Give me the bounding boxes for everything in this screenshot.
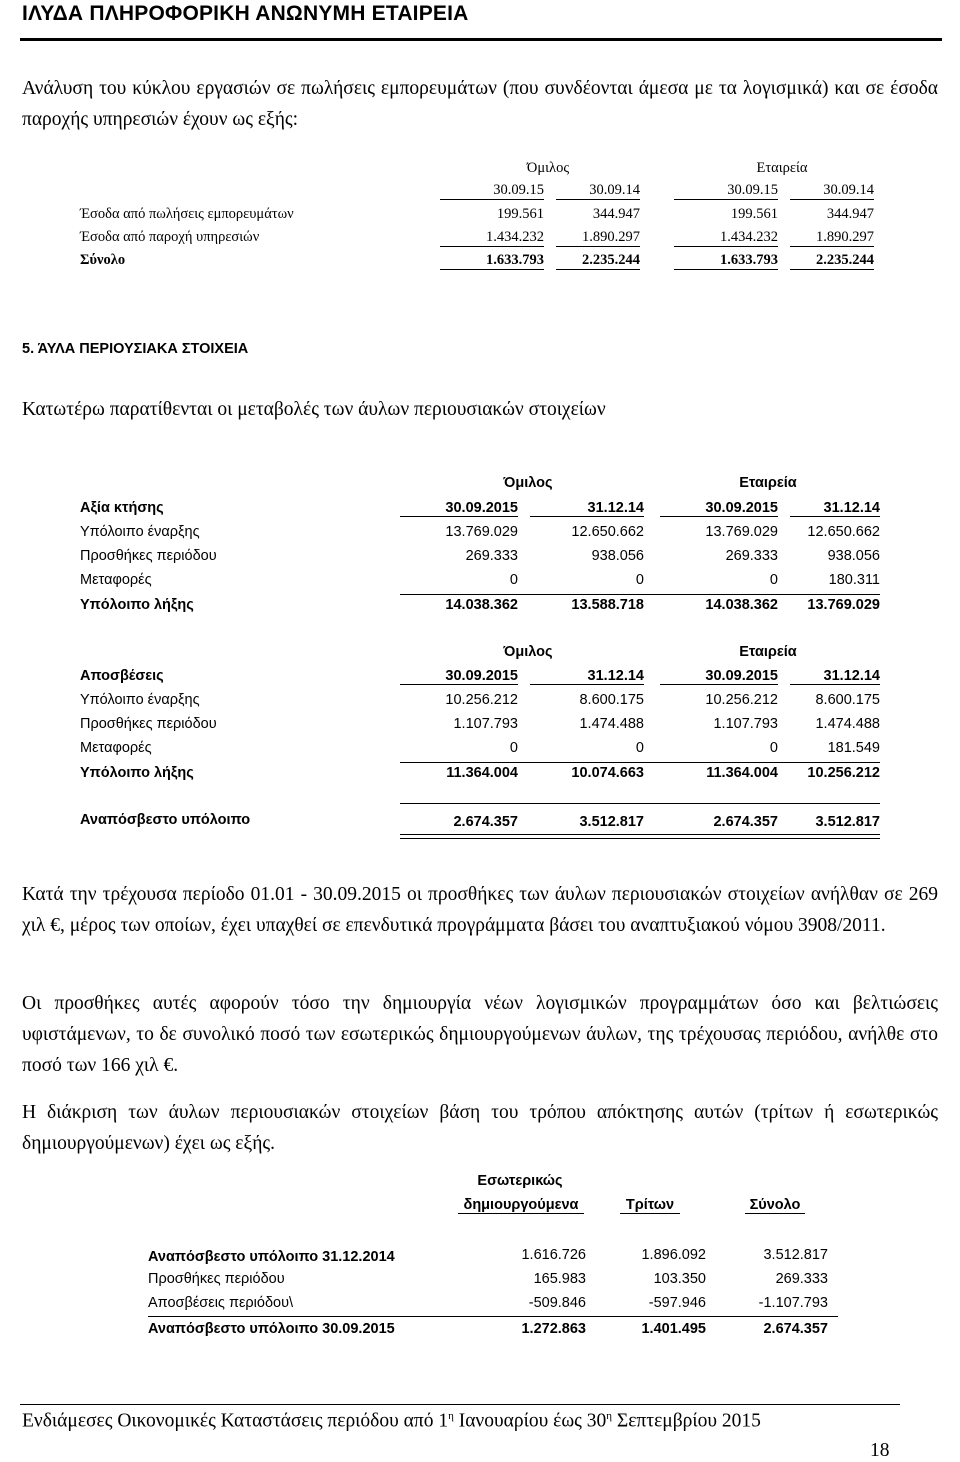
dep-cell: 1.474.488 bbox=[579, 716, 644, 732]
nbv-top-rule bbox=[400, 803, 880, 804]
split-cell: 3.512.817 bbox=[763, 1247, 828, 1263]
acq-row-label: Προσθήκες περιόδου bbox=[80, 548, 217, 564]
split-row-label: Προσθήκες περιόδου bbox=[148, 1271, 285, 1287]
acq-total-cell: 14.038.362 bbox=[705, 597, 778, 613]
footer-rule bbox=[20, 1404, 900, 1405]
split-total-cell: 2.674.357 bbox=[763, 1321, 828, 1337]
acq-cell: 0 bbox=[769, 572, 778, 588]
dep-cell: 8.600.175 bbox=[815, 692, 880, 708]
dep-cell: 181.549 bbox=[827, 740, 880, 756]
split-cell: 103.350 bbox=[653, 1271, 706, 1287]
acq-cell: 938.056 bbox=[591, 548, 644, 564]
dep-cell: 1.107.793 bbox=[713, 716, 778, 732]
nbv-bottom-rule-1 bbox=[400, 834, 880, 835]
split-cell: -1.107.793 bbox=[758, 1295, 828, 1311]
dep-cell: 0 bbox=[509, 740, 518, 756]
acq-cell: 269.333 bbox=[465, 548, 518, 564]
dep-total-cell: 10.074.663 bbox=[571, 765, 644, 781]
split-total-rule bbox=[148, 1316, 838, 1317]
split-cell: 1.896.092 bbox=[641, 1247, 706, 1263]
revenue-date-1: 30.09.15 bbox=[440, 182, 544, 200]
revenue-total-cell: 1.633.793 bbox=[440, 252, 544, 270]
dep-date: 30.09.2015 bbox=[660, 668, 778, 685]
split-row-label: Αναπόσβεστο υπόλοιπο 31.12.2014 bbox=[148, 1249, 395, 1265]
revenue-date-4: 30.09.14 bbox=[790, 182, 874, 200]
acq-row-label: Μεταφορές bbox=[80, 572, 152, 588]
revenue-total-cell: 2.235.244 bbox=[790, 252, 874, 270]
dep-cell: 1.474.488 bbox=[815, 716, 880, 732]
dep-cell: 8.600.175 bbox=[579, 692, 644, 708]
revenue-total-label: Σύνολο bbox=[80, 252, 126, 268]
dep-cell: 1.107.793 bbox=[453, 716, 518, 732]
dep-group-label: Όμιλος bbox=[503, 644, 553, 660]
nbv-cell: 3.512.817 bbox=[579, 814, 644, 830]
split-col1-line1: Εσωτερικώς bbox=[477, 1173, 563, 1189]
acq-cell: 180.311 bbox=[828, 572, 880, 588]
revenue-row-label: Έσοδα από πωλήσεις εμπορευμάτων bbox=[80, 206, 294, 222]
revenue-total-cell: 2.235.244 bbox=[556, 252, 640, 270]
dep-date: 31.12.14 bbox=[530, 668, 644, 685]
acq-cell: 13.769.029 bbox=[445, 524, 518, 540]
split-col1-line2: δημιουργούμενα bbox=[458, 1197, 584, 1214]
acq-row-label: Υπόλοιπο έναρξης bbox=[80, 524, 200, 540]
revenue-total-cell: 1.633.793 bbox=[674, 252, 778, 270]
split-cell: 269.333 bbox=[775, 1271, 828, 1287]
acq-company-label: Εταιρεία bbox=[739, 475, 797, 491]
dep-company-label: Εταιρεία bbox=[739, 644, 797, 660]
revenue-cell: 1.890.297 bbox=[556, 229, 640, 247]
footer-text: Ενδιάμεσες Οικονομικές Καταστάσεις περιόδου από $1^\eta$ Ιανουαρίου έως $30^\eta$ Σεπτεμβρίου 2015 bbox=[22, 1410, 761, 1432]
company-header: ΙΛΥΔΑ ΠΛΗΡΟΦΟΡΙΚΗ ΑΝΩΝΥΜΗ ΕΤΑΙΡΕΙΑ bbox=[22, 2, 469, 25]
nbv-label: Αναπόσβεστο υπόλοιπο bbox=[80, 812, 251, 828]
split-row-label: Αποσβέσεις περιόδου\ bbox=[148, 1295, 294, 1311]
dep-date: 30.09.2015 bbox=[400, 668, 518, 685]
split-total-cell: 1.272.863 bbox=[521, 1321, 586, 1337]
acq-cell: 12.650.662 bbox=[571, 524, 644, 540]
dep-row-label: Υπόλοιπο έναρξης bbox=[80, 692, 200, 708]
split-cell: -509.846 bbox=[528, 1295, 586, 1311]
split-total-cell: 1.401.495 bbox=[641, 1321, 706, 1337]
dep-row-label: Μεταφορές bbox=[80, 740, 152, 756]
dep-row-label: Προσθήκες περιόδου bbox=[80, 716, 217, 732]
dep-total-label: Υπόλοιπο λήξης bbox=[80, 765, 194, 781]
acq-date: 30.09.2015 bbox=[660, 500, 778, 517]
dep-cell: 0 bbox=[635, 740, 644, 756]
acq-total-cell: 14.038.362 bbox=[445, 597, 518, 613]
acq-total-cell: 13.588.718 bbox=[571, 597, 644, 613]
dep-title: Αποσβέσεις bbox=[80, 668, 164, 684]
dep-cell: 0 bbox=[769, 740, 778, 756]
dep-total-cell: 10.256.212 bbox=[807, 765, 880, 781]
dep-cell: 10.256.212 bbox=[705, 692, 778, 708]
dep-total-rule bbox=[400, 762, 880, 763]
section-title: 5. ΆΥΛΑ ΠΕΡΙΟΥΣΙΑΚΑ ΣΤΟΙΧΕΙΑ bbox=[22, 341, 249, 357]
acq-cell: 0 bbox=[635, 572, 644, 588]
split-col2-header: Τρίτων bbox=[620, 1197, 680, 1214]
revenue-date-2: 30.09.14 bbox=[556, 182, 640, 200]
acq-cell: 269.333 bbox=[725, 548, 778, 564]
acq-title: Αξία κτήσης bbox=[80, 500, 164, 516]
acq-cell: 13.769.029 bbox=[705, 524, 778, 540]
dep-date: 31.12.14 bbox=[790, 668, 880, 685]
acq-cell: 938.056 bbox=[827, 548, 880, 564]
nbv-cell: 3.512.817 bbox=[815, 814, 880, 830]
nbv-cell: 2.674.357 bbox=[453, 814, 518, 830]
revenue-cell: 1.434.232 bbox=[674, 229, 778, 247]
dep-total-cell: 11.364.004 bbox=[706, 765, 778, 781]
paragraph-split: Η διάκριση των άυλων περιουσιακών στοιχείων βάση του τρόπου απόκτησης αυτών (τρίτων ή εσωτερικώς δημιουργούμενων) έχει ως εξής. bbox=[22, 1102, 938, 1154]
revenue-cell: 1.434.232 bbox=[440, 229, 544, 247]
nbv-cell: 2.674.357 bbox=[713, 814, 778, 830]
revenue-date-3: 30.09.15 bbox=[674, 182, 778, 200]
split-cell: -597.946 bbox=[648, 1295, 706, 1311]
acq-total-label: Υπόλοιπο λήξης bbox=[80, 597, 194, 613]
acq-total-cell: 13.769.029 bbox=[807, 597, 880, 613]
revenue-group-label: Όμιλος bbox=[526, 160, 570, 176]
acq-total-rule bbox=[400, 594, 880, 595]
revenue-cell: 344.947 bbox=[592, 206, 640, 222]
revenue-cell: 344.947 bbox=[826, 206, 874, 222]
split-cell: 1.616.726 bbox=[521, 1247, 586, 1263]
acq-date: 30.09.2015 bbox=[400, 500, 518, 517]
header-rule bbox=[20, 38, 942, 41]
revenue-company-label: Εταιρεία bbox=[756, 160, 808, 176]
split-cell: 165.983 bbox=[533, 1271, 586, 1287]
paragraph-additions: Κατά την τρέχουσα περίοδο 01.01 - 30.09.2015 οι προσθήκες των άυλων περιουσιακών στοιχείων ανήλθαν σε 269 χιλ €, μέρος των οποίων, έχει υπαχθεί σε επενδυτικά προγράμματα βάσει του αναπτυξιακού νόμου 3908/2011. bbox=[22, 884, 938, 936]
paragraph-internal: Οι προσθήκες αυτές αφορούν τόσο την δημιουργία νέων λογισμικών προγραμμάτων όσο και βελτιώσεις υφιστάμενων, το δε συνολικό ποσό των εσωτερικώς δημιουργούμενων άυλων, της τρέχουσας περιόδου, ανήλθε στο ποσό των 166 χιλ €. bbox=[22, 993, 938, 1076]
split-col3-header: Σύνολο bbox=[745, 1197, 805, 1214]
acq-date: 31.12.14 bbox=[790, 500, 880, 517]
revenue-cell: 199.561 bbox=[496, 206, 544, 222]
acq-date: 31.12.14 bbox=[530, 500, 644, 517]
page-number: 18 bbox=[870, 1440, 890, 1461]
dep-total-cell: 11.364.004 bbox=[446, 765, 518, 781]
acq-group-label: Όμιλος bbox=[503, 475, 553, 491]
dep-cell: 10.256.212 bbox=[445, 692, 518, 708]
intro-paragraph: Ανάλυση του κύκλου εργασιών σε πωλήσεις εμπορευμάτων (που συνδέονται άμεσα με τα λογισμικά) και σε έσοδα παροχής υπηρεσιών έχουν ως εξής: bbox=[22, 78, 938, 130]
revenue-cell: 1.890.297 bbox=[790, 229, 874, 247]
nbv-bottom-rule-2 bbox=[400, 838, 880, 839]
revenue-cell: 199.561 bbox=[730, 206, 778, 222]
section-subtitle: Κατωτέρω παρατίθενται οι μεταβολές των άυλων περιουσιακών στοιχείων bbox=[22, 399, 606, 420]
acq-cell: 0 bbox=[509, 572, 518, 588]
acq-cell: 12.650.662 bbox=[807, 524, 880, 540]
revenue-row-label: Έσοδα από παροχή υπηρεσιών bbox=[80, 229, 260, 245]
split-total-label: Αναπόσβεστο υπόλοιπο 30.09.2015 bbox=[148, 1321, 395, 1337]
